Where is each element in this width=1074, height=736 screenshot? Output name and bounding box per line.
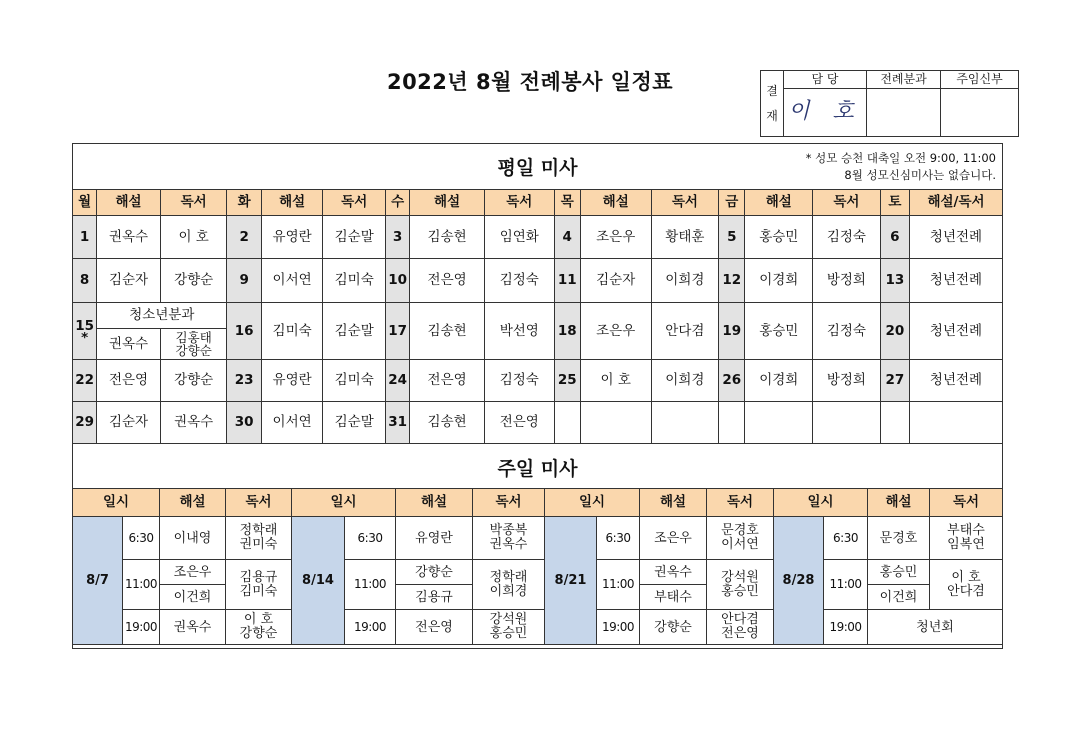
col-header-datetime: 일시: [73, 489, 160, 517]
sunday-title: 주일 미사: [497, 458, 578, 480]
mass-time: 6:30: [597, 517, 640, 560]
col-header-reading: 독서: [651, 190, 719, 216]
day-number: 20: [880, 303, 909, 360]
reading-name: 김정숙: [813, 216, 881, 259]
day-number: 31: [386, 402, 410, 444]
day-number: 8: [73, 259, 97, 303]
day-number: 27: [880, 360, 909, 402]
table-row: [73, 402, 1003, 444]
youth-liturgy: 청년전례: [910, 303, 1003, 360]
commentary-name: 전은영: [410, 259, 485, 303]
approval-header-liturgy: 전례분과: [867, 71, 941, 89]
col-header-reading: 독서: [473, 489, 545, 517]
day-number: 24: [386, 360, 410, 402]
commentary-name: 조은우: [580, 303, 651, 360]
day-number-holiday: 15 *: [73, 303, 97, 360]
reading-name: 권옥수: [160, 402, 227, 444]
commentary-name: 김송현: [410, 216, 485, 259]
col-header-commentary: 해설: [410, 190, 485, 216]
empty-cell: [580, 402, 651, 444]
col-header-sat: 토: [880, 190, 909, 216]
reading-names: 김용규 김미숙: [226, 560, 292, 610]
col-header-commentary: 해설: [97, 190, 161, 216]
col-header-commentary: 해설: [868, 489, 930, 517]
commentary-name: 유영란: [261, 360, 323, 402]
youth-liturgy: 청년전례: [910, 360, 1003, 402]
empty-cell: [910, 402, 1003, 444]
commentary-name: 권옥수: [160, 610, 226, 645]
approval-side-label: 결 재: [761, 71, 784, 137]
reading-names: 박종복 권옥수: [473, 517, 545, 560]
mass-time: 6:30: [824, 517, 868, 560]
day-number: 12: [719, 259, 745, 303]
weekday-title: 평일 미사: [497, 157, 578, 179]
col-header-fri: 금: [719, 190, 745, 216]
sunday-date: 8/28: [774, 517, 824, 645]
col-header-reading: 독서: [930, 489, 1003, 517]
commentary-name: 유영란: [396, 517, 473, 560]
day-number: 6: [880, 216, 909, 259]
weekday-note: * 성모 승천 대축일 오전 9:00, 11:00 8월 성모신심미사는 없습니다.: [805, 151, 996, 182]
mass-time: 19:00: [345, 610, 396, 645]
col-header-commentary-reading: 해설/독서: [910, 190, 1003, 216]
reading-name: 박선영: [484, 303, 554, 360]
col-header-tue: 화: [227, 190, 261, 216]
day-number: 11: [554, 259, 580, 303]
commentary-name: 김순자: [97, 402, 161, 444]
reading-name: 김정숙: [484, 259, 554, 303]
approval-header-staff: 담 당: [784, 71, 867, 89]
reading-name: 방정희: [813, 360, 881, 402]
day-number: 3: [386, 216, 410, 259]
commentary-name: 김송현: [410, 303, 485, 360]
commentary-name: 권옥수: [97, 329, 161, 360]
mass-time: 19:00: [123, 610, 160, 645]
weekday-header-row: [73, 190, 1003, 216]
commentary-name: 이내영: [160, 517, 226, 560]
commentary-name: 조은우: [640, 517, 707, 560]
commentary-name: 조은우: [160, 560, 226, 585]
commentary-name: 김용규: [396, 585, 473, 610]
commentary-name: 홍승민: [745, 303, 813, 360]
reading-name: 강향순: [160, 259, 227, 303]
day-number: 5: [719, 216, 745, 259]
day-number: 10: [386, 259, 410, 303]
reading-names: 부태수 임복연: [930, 517, 1003, 560]
reading-name: 김정숙: [813, 303, 881, 360]
reading-name: 전은영: [484, 402, 554, 444]
commentary-name: 이 호: [580, 360, 651, 402]
approval-empty-cell: [867, 89, 941, 137]
sunday-header-row: [73, 489, 1003, 517]
reading-names: 이 호 안다겸: [930, 560, 1003, 610]
reading-name: 김정숙: [484, 360, 554, 402]
reading-name: 김순말: [323, 216, 386, 259]
handwritten-signature: 이 호: [788, 98, 862, 124]
approval-signature: [784, 89, 867, 137]
mass-time: 11:00: [123, 560, 160, 610]
day-number: 26: [719, 360, 745, 402]
col-header-commentary: 해설: [640, 489, 707, 517]
page-title: 2022년 8월 전례봉사 일정표: [386, 70, 674, 94]
reading-names: 강석원 홍승민: [473, 610, 545, 645]
reading-name: 이희경: [651, 259, 719, 303]
col-header-reading: 독서: [484, 190, 554, 216]
day-number: 23: [227, 360, 261, 402]
col-header-datetime: 일시: [292, 489, 396, 517]
commentary-name: 이경희: [745, 259, 813, 303]
reading-name: 임연화: [484, 216, 554, 259]
youth-liturgy: 청년전례: [910, 216, 1003, 259]
day-number: 25: [554, 360, 580, 402]
sunday-date: 8/7: [73, 517, 123, 645]
day-number: 17: [386, 303, 410, 360]
commentary-name: 김미숙: [261, 303, 323, 360]
day-number: 1: [73, 216, 97, 259]
sunday-section-header: [73, 446, 1002, 487]
reading-name: 김미숙: [323, 259, 386, 303]
col-header-datetime: 일시: [545, 489, 640, 517]
approval-empty-cell: [941, 89, 1019, 137]
commentary-name: 문경호: [868, 517, 930, 560]
commentary-name: 김순자: [97, 259, 161, 303]
commentary-name: 이서연: [261, 259, 323, 303]
table-row: [73, 360, 1003, 402]
sunday-date: 8/14: [292, 517, 345, 645]
commentary-name: 권옥수: [97, 216, 161, 259]
reading-name: 안다겸: [651, 303, 719, 360]
day-number: 2: [227, 216, 261, 259]
reading-name: 김미숙: [323, 360, 386, 402]
day-number: 16: [227, 303, 261, 360]
reading-names: 강석원 홍승민: [707, 560, 774, 610]
empty-cell: [813, 402, 881, 444]
commentary-name: 강향순: [396, 560, 473, 585]
commentary-name: 이건희: [160, 585, 226, 610]
day-number: 19: [719, 303, 745, 360]
reading-names: 김홍태 강향순: [160, 329, 227, 360]
day-number: 29: [73, 402, 97, 444]
col-header-commentary: 해설: [580, 190, 651, 216]
table-row: [73, 560, 1003, 585]
col-header-thu: 목: [554, 190, 580, 216]
commentary-name: 이서연: [261, 402, 323, 444]
col-header-reading: 독서: [226, 489, 292, 517]
col-header-datetime: 일시: [774, 489, 868, 517]
reading-names: 정학래 이희경: [473, 560, 545, 610]
day-number: 18: [554, 303, 580, 360]
col-header-commentary: 해설: [745, 190, 813, 216]
weekday-section-header: [73, 144, 1002, 189]
commentary-name: 홍승민: [745, 216, 813, 259]
col-header-commentary: 해설: [396, 489, 473, 517]
empty-cell: [880, 402, 909, 444]
approval-header-pastor: 주임신부: [941, 71, 1019, 89]
reading-name: 이 호: [160, 216, 227, 259]
sunday-date: 8/21: [545, 517, 597, 645]
reading-name: 방정희: [813, 259, 881, 303]
col-header-reading: 독서: [707, 489, 774, 517]
day-number: 22: [73, 360, 97, 402]
youth-committee-label: 청소년분과: [97, 303, 227, 329]
mass-time: 11:00: [824, 560, 868, 610]
reading-names: 이 호 강향순: [226, 610, 292, 645]
commentary-name: 전은영: [97, 360, 161, 402]
empty-cell: [745, 402, 813, 444]
commentary-name: 김순자: [580, 259, 651, 303]
reading-name: 강향순: [160, 360, 227, 402]
approval-box: [760, 70, 1019, 137]
weekday-schedule-table: [72, 189, 1003, 444]
mass-time: 11:00: [345, 560, 396, 610]
reading-name: 이희경: [651, 360, 719, 402]
commentary-name: 권옥수: [640, 560, 707, 585]
commentary-name: 전은영: [410, 360, 485, 402]
col-header-commentary: 해설: [261, 190, 323, 216]
commentary-name: 이건희: [868, 585, 930, 610]
reading-names: 문경호 이서연: [707, 517, 774, 560]
mass-time: 11:00: [597, 560, 640, 610]
col-header-reading: 독서: [323, 190, 386, 216]
empty-cell: [554, 402, 580, 444]
mass-time: 19:00: [824, 610, 868, 645]
empty-cell: [651, 402, 719, 444]
reading-names: 정학래 권미숙: [226, 517, 292, 560]
youth-group-name: 청년회: [868, 610, 1003, 645]
reading-names: 안다겸 전은영: [707, 610, 774, 645]
table-row: [73, 610, 1003, 645]
commentary-name: 홍승민: [868, 560, 930, 585]
commentary-name: 조은우: [580, 216, 651, 259]
commentary-name: 부태수: [640, 585, 707, 610]
day-number: 13: [880, 259, 909, 303]
table-row: [73, 216, 1003, 259]
sunday-schedule-table: [72, 488, 1003, 645]
reading-name: 김순말: [323, 303, 386, 360]
table-row: [73, 303, 1003, 329]
commentary-name: 강향순: [640, 610, 707, 645]
mass-time: 6:30: [123, 517, 160, 560]
commentary-name: 이경희: [745, 360, 813, 402]
mass-time: 6:30: [345, 517, 396, 560]
reading-name: 김순말: [323, 402, 386, 444]
commentary-name: 전은영: [396, 610, 473, 645]
day-number: 9: [227, 259, 261, 303]
table-row: [73, 259, 1003, 303]
day-number: 30: [227, 402, 261, 444]
col-header-commentary: 해설: [160, 489, 226, 517]
commentary-name: 유영란: [261, 216, 323, 259]
commentary-name: 김송현: [410, 402, 485, 444]
col-header-mon: 월: [73, 190, 97, 216]
reading-name: 황태훈: [651, 216, 719, 259]
mass-time: 19:00: [597, 610, 640, 645]
day-number: 4: [554, 216, 580, 259]
empty-cell: [719, 402, 745, 444]
col-header-reading: 독서: [160, 190, 227, 216]
table-row: [73, 517, 1003, 560]
col-header-reading: 독서: [813, 190, 881, 216]
col-header-wed: 수: [386, 190, 410, 216]
youth-liturgy: 청년전례: [910, 259, 1003, 303]
